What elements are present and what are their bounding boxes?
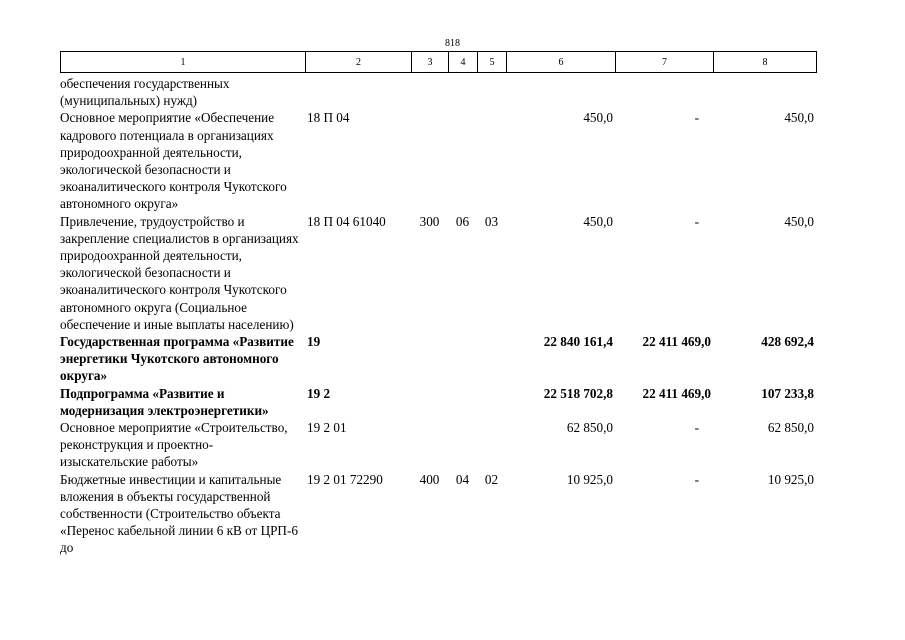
- row-name: Государственная программа «Развитие энергетики Чукотского автономного округа»: [60, 334, 294, 384]
- row-code: 19 2 01 72290: [307, 471, 383, 487]
- row-col-3: [411, 419, 448, 471]
- header-col-4: 4: [449, 52, 478, 73]
- row-code: 18 П 04: [307, 110, 350, 126]
- header-col-6: 6: [507, 52, 616, 73]
- header-col-3: 3: [412, 52, 449, 73]
- row-col-5: [477, 75, 506, 109]
- table-row: [60, 333, 816, 385]
- row-col-5: 02: [484, 471, 499, 487]
- row-code: [305, 75, 411, 109]
- row-col-5: [477, 385, 506, 419]
- row-col-8: 450,0: [784, 213, 814, 229]
- header-col-1: 1: [61, 52, 306, 73]
- row-col-5: [477, 419, 506, 471]
- row-col-7: -: [694, 110, 699, 126]
- row-col-8: 428 692,4: [761, 334, 814, 350]
- row-col-3: [411, 333, 448, 385]
- row-col-3: 400: [419, 471, 440, 487]
- row-col-7: -: [694, 420, 699, 436]
- row-col-6: 450,0: [583, 213, 613, 229]
- row-col-6: 10 925,0: [566, 471, 613, 487]
- header-col-5: 5: [478, 52, 507, 73]
- row-col-6: 62 850,0: [566, 420, 613, 436]
- row-name: Основное мероприятие «Обеспечение кадрового потенциала в организациях природоохранной деятельности, экологической безопасности и экоаналитического контроля Чукотского автономного округа»: [60, 110, 287, 212]
- row-col-7: -: [694, 213, 699, 229]
- row-col-3: 300: [419, 213, 440, 229]
- row-col-8: 450,0: [784, 110, 814, 126]
- row-col-7: 22 411 469,0: [642, 385, 711, 401]
- row-name: Бюджетные инвестиции и капитальные вложения в объекты государственной собственности (Строительство объекта «Перенос кабельной линии 6 кВ от ЦРП-6 до: [60, 471, 298, 556]
- table-row: [60, 213, 816, 333]
- row-name: Основное мероприятие «Строительство, реконструкция и проектно-изыскательские работы»: [60, 420, 288, 470]
- row-col-8: 10 925,0: [767, 471, 814, 487]
- row-name: обеспечения государственных (муниципальных) нужд): [60, 76, 230, 109]
- row-col-8: 107 233,8: [761, 385, 814, 401]
- row-col-6: 22 518 702,8: [543, 385, 613, 401]
- row-col-3: [411, 385, 448, 419]
- row-col-8: [713, 75, 816, 109]
- row-col-4: [448, 333, 477, 385]
- row-col-6: 450,0: [583, 110, 613, 126]
- row-col-8: 62 850,0: [767, 420, 814, 436]
- table-row: [60, 471, 816, 557]
- row-col-4: [448, 419, 477, 471]
- header-col-7: 7: [616, 52, 714, 73]
- row-col-4: 04: [455, 471, 470, 487]
- row-col-4: [448, 75, 477, 109]
- row-col-7: 22 411 469,0: [642, 334, 711, 350]
- row-code: 18 П 04 61040: [307, 213, 386, 229]
- row-col-7: [615, 75, 713, 109]
- budget-table: [60, 75, 816, 557]
- row-col-3: [411, 109, 448, 212]
- row-code: 19 2 01: [307, 420, 347, 436]
- row-code: 19 2: [307, 385, 331, 401]
- table-row: [60, 385, 816, 419]
- row-name: Привлечение, трудоустройство и закрепление специалистов в организациях природоохранной деятельности, экологической безопасности и экоаналитического контроля Чукотского автономного округа (Социальное обеспечение и иные выплаты населению): [60, 213, 299, 332]
- row-col-4: [448, 385, 477, 419]
- table-row: [60, 419, 816, 471]
- page-number: 818: [445, 38, 460, 49]
- row-col-3: [411, 75, 448, 109]
- header-col-8: 8: [714, 52, 817, 73]
- table-header: [60, 51, 817, 73]
- table-row: [60, 75, 816, 109]
- row-col-6: [506, 75, 615, 109]
- row-name: Подпрограмма «Развитие и модернизация электроэнергетики»: [60, 385, 269, 418]
- table-row: [60, 109, 816, 212]
- row-col-5: 03: [484, 213, 499, 229]
- header-col-2: 2: [306, 52, 412, 73]
- row-col-6: 22 840 161,4: [543, 334, 613, 350]
- row-col-4: [448, 109, 477, 212]
- row-col-4: 06: [455, 213, 470, 229]
- row-col-5: [477, 109, 506, 212]
- header-row: [61, 52, 817, 73]
- row-col-7: -: [694, 471, 699, 487]
- row-col-5: [477, 333, 506, 385]
- row-code: 19: [307, 334, 321, 350]
